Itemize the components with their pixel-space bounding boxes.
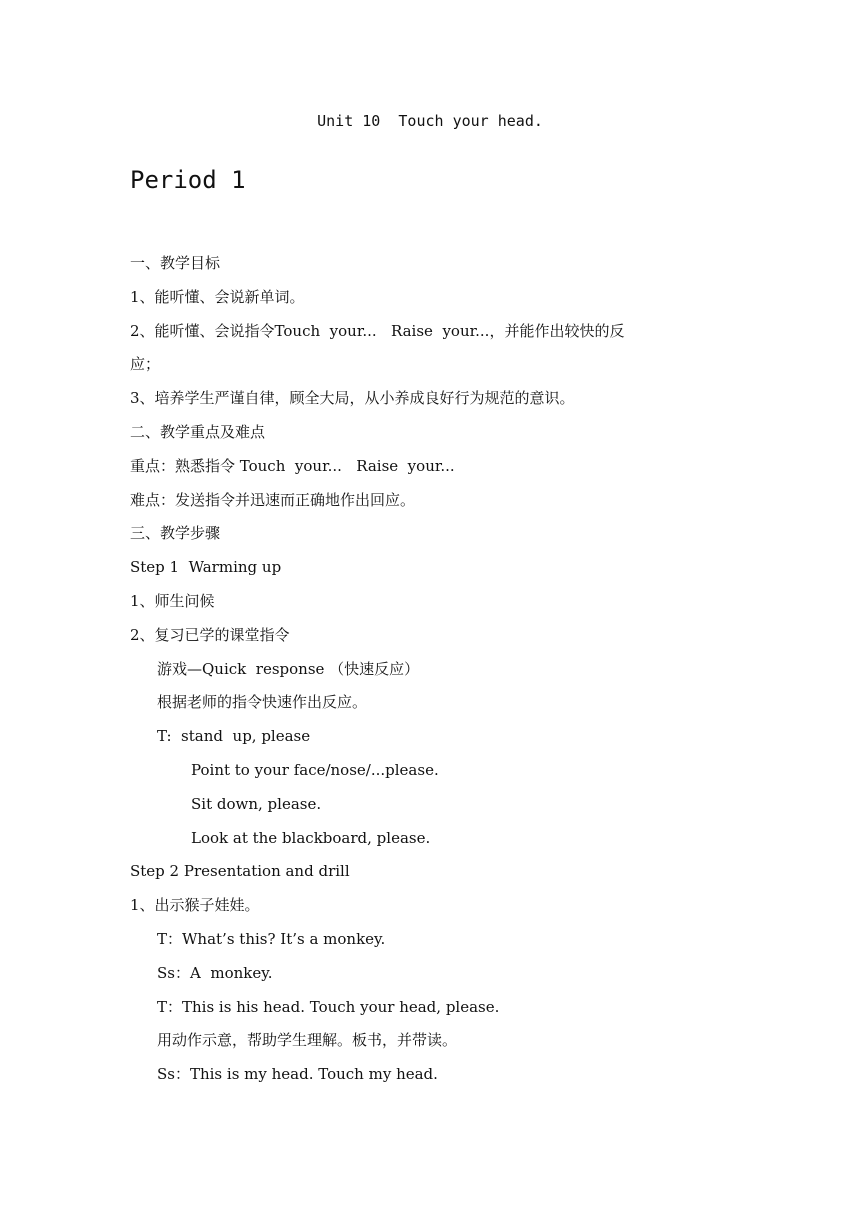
text-line: 一、教学目标 [130,254,221,272]
text-line: 三、教学步骤 [130,524,221,543]
text-line: 游戏—Quick response （快速反应） [157,659,420,678]
text-line: Ss：This is my head. Touch my head. [157,1065,438,1084]
text-line: T：This is his head. Touch your head, please. [157,997,500,1016]
text-line: 2、复习已学的课堂指令 [130,625,290,644]
text-line: Step 1 Warming up [130,558,282,577]
text-line: 应； [130,355,161,374]
text-line: 根据老师的指令快速作出反应。 [157,693,368,712]
text-line: 2、能听懂、会说指令Touch your... Raise your...，并能作出较快的反 [130,321,625,340]
text-line: Point to your face/nose/...please. [191,760,439,779]
text-line: Step 2 Presentation and drill [130,862,350,881]
text-line: 重点：熟悉指令 Touch your... Raise your... [130,456,455,475]
text-line: 1、出示猴子娃娃。 [130,896,260,915]
text-line: Ss：A monkey. [157,963,273,982]
document-body [130,252,740,1097]
text-line: 1、能听懂、会说新单词。 [130,287,305,306]
text-line: 二、教学重点及难点 [130,422,266,441]
text-line: Sit down, please. [191,794,322,813]
document-title: Unit 10 Touch your head. [317,112,543,130]
text-line: T: stand up, please [157,727,311,746]
text-line: Look at the blackboard, please. [191,828,431,847]
text-line: T：What’s this? It’s a monkey. [157,929,386,948]
text-line: 用动作示意，帮助学生理解。板书，并带读。 [157,1031,458,1050]
text-line: 1、师生问候 [130,591,215,610]
text-line: 难点：发送指令并迅速而正确地作出回应。 [130,490,416,509]
text-line: 3、培养学生严谨自律，顾全大局，从小养成良好行为规范的意识。 [130,389,575,408]
period-heading: Period 1 [130,166,246,194]
